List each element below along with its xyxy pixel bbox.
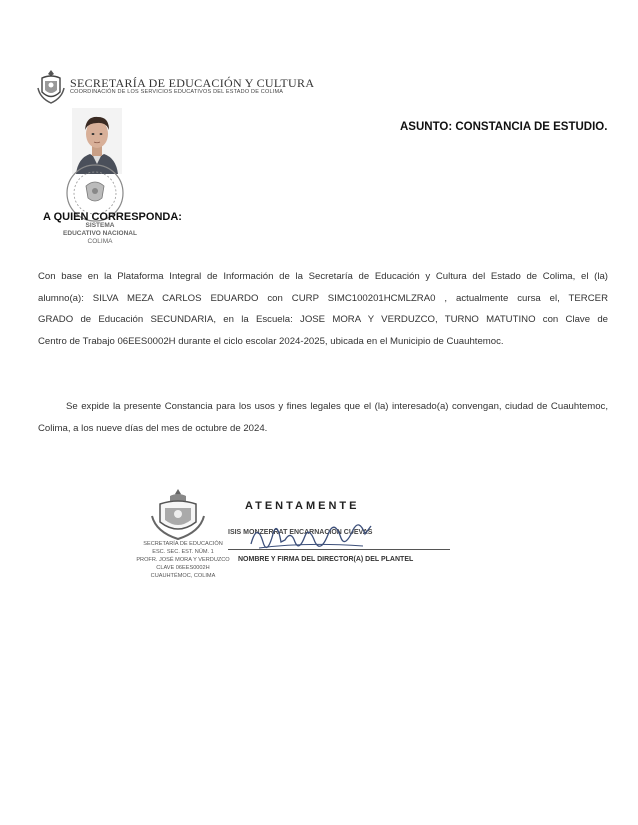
seal-text — [55, 222, 145, 246]
stamp-line: PROFR. JOSÉ MORA Y VERDUZCO — [136, 557, 230, 563]
school-stamp — [128, 540, 238, 580]
body-line: GRADO de Educación SECUNDARIA, en la Escuela: JOSE MORA Y VERDUZCO, TURNO MATUTINO con Clave de — [38, 314, 608, 325]
body-line: Con base en la Plataforma Integral de Información de la Secretaría de Educación y Cultura del Estado de Colima, el (la) — [38, 271, 608, 282]
body-line: Centro de Trabajo 06EES0002H durante el ciclo escolar 2024-2025, ubicada en el Municipio de Cuauhtemoc. — [38, 335, 504, 347]
director-title: NOMBRE Y FIRMA DEL DIRECTOR(A) DEL PLANTEL — [238, 556, 414, 563]
school-seal-icon — [150, 486, 206, 542]
signature-image — [245, 512, 380, 560]
state-emblem-icon — [36, 68, 66, 106]
body-line: Se expide la presente Constancia para los usos y fines legales que el (la) interesado(a) convengan, ciudad de Cuauhtemoc, — [66, 401, 608, 412]
closing-text: ATENTAMENTE — [245, 500, 360, 512]
stamp-line: ESC. SEC. EST. NÚM. 1 — [152, 549, 214, 555]
header-title: SECRETARÍA DE EDUCACIÓN Y CULTURA — [70, 76, 315, 90]
body-line: Colima, a los nueve días del mes de octubre de 2024. — [38, 422, 268, 434]
director-name: ISIS MONZERRAT ENCARNACIÓN CUEVAS — [228, 529, 373, 536]
body-paragraph-2 — [38, 396, 608, 439]
stamp-line: SECRETARÍA DE EDUCACIÓN — [143, 541, 223, 547]
stamp-line: CUAUHTÉMOC, COLIMA — [150, 573, 216, 579]
seal-line-2: EDUCATIVO NACIONAL — [63, 230, 137, 237]
document-subject: ASUNTO: CONSTANCIA DE ESTUDIO. — [400, 121, 608, 133]
recipient-salutation: A QUIEN CORRESPONDA: — [43, 211, 182, 223]
body-paragraph-1 — [38, 266, 608, 352]
seal-line-1: SISTEMA — [85, 222, 115, 229]
signature-line — [228, 549, 450, 550]
seal-line-3: COLIMA — [87, 238, 113, 245]
stamp-line: CLAVE 06EES0002H — [156, 565, 210, 571]
body-line: alumno(a): SILVA MEZA CARLOS EDUARDO con CURP SIMC100201HCMLZRA0 , actualmente cursa el, TERCER — [38, 292, 608, 304]
header-subtitle: COORDINACIÓN DE LOS SERVICIOS EDUCATIVOS DEL ESTADO DE COLIMA — [70, 89, 284, 95]
